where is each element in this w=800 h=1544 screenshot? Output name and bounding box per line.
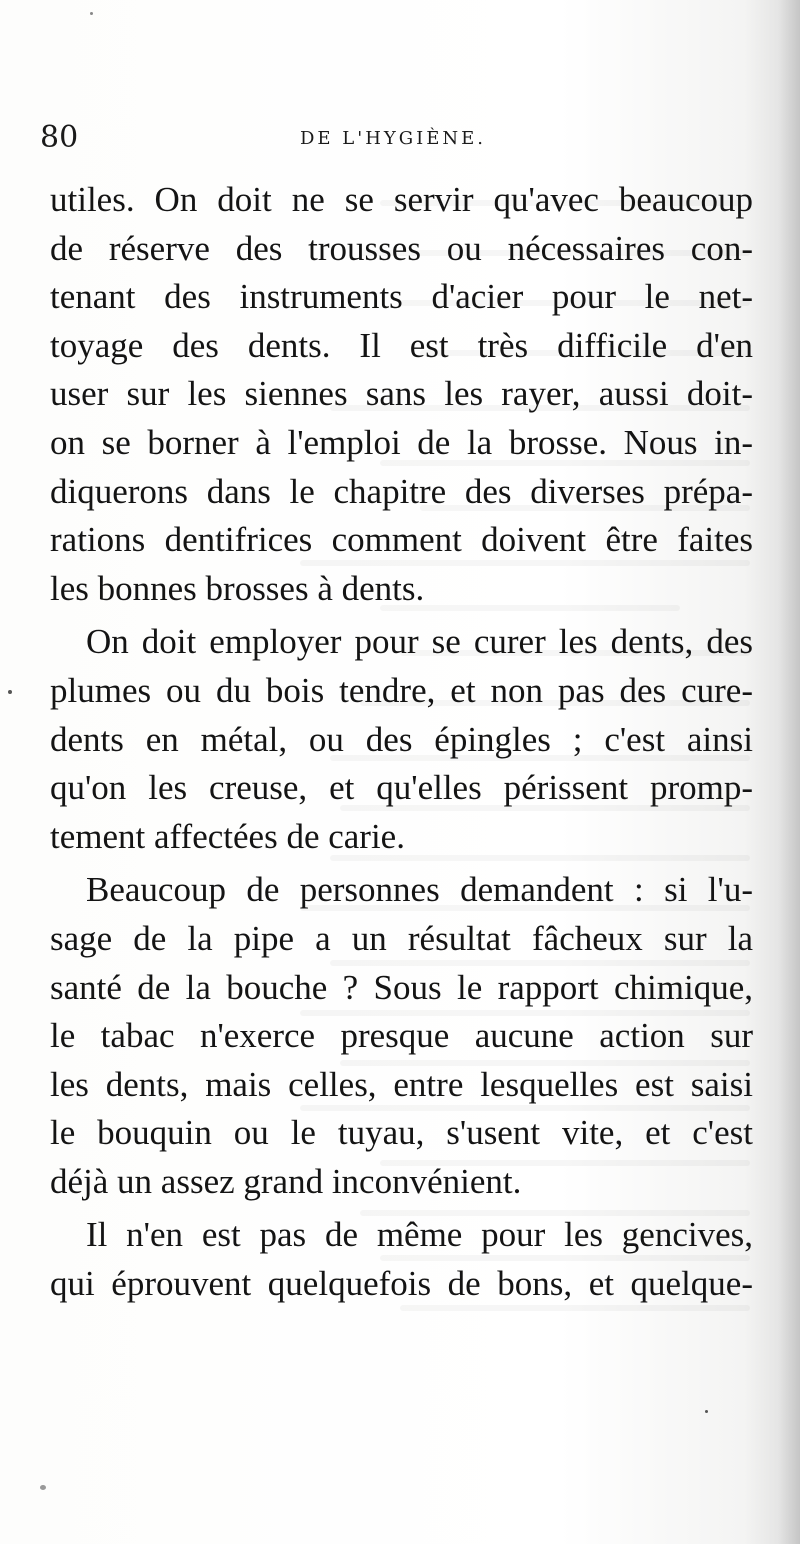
text-line: plumes ou du bois tendre, et non pas des cure-	[50, 670, 753, 710]
text-line: Beaucoup de personnes demandent : si l'u-	[86, 870, 753, 910]
running-head: DE L'HYGIÈNE.	[300, 128, 487, 149]
text-line: rations dentifrices comment doivent être faites	[50, 520, 753, 560]
page-number: 80	[40, 120, 79, 155]
text-line: de réserve des trousses ou nécessaires con-	[50, 228, 753, 268]
print-speck	[8, 690, 12, 694]
text-line: tenant des instruments d'acier pour le net-	[50, 277, 753, 317]
body-text	[50, 176, 753, 1309]
paragraph	[50, 866, 753, 1206]
text-line: déjà un assez grand inconvénient.	[50, 1161, 522, 1201]
text-line: les dents, mais celles, entre lesquelles est saisi	[50, 1064, 753, 1104]
print-speck	[705, 1410, 708, 1413]
text-line: on se borner à l'emploi de la brosse. Nous in-	[50, 422, 753, 462]
page-spine-shadow	[778, 0, 800, 1544]
text-line: toyage des dents. Il est très difficile d'en	[50, 325, 753, 365]
text-line: sage de la pipe a un résultat fâcheux sur la	[50, 918, 753, 958]
text-line: qu'on les creuse, et qu'elles périssent promp-	[50, 768, 753, 808]
text-line: dents en métal, ou des épingles ; c'est ainsi	[50, 719, 753, 759]
text-line: le tabac n'exerce presque aucune action sur	[50, 1016, 753, 1056]
text-line: tement affectées de carie.	[50, 816, 405, 856]
text-line: diquerons dans le chapitre des diverses prépa-	[50, 471, 753, 511]
text-line: les bonnes brosses à dents.	[50, 568, 425, 608]
text-line: user sur les siennes sans les rayer, aussi doit-	[50, 374, 753, 414]
paragraph	[50, 1211, 753, 1308]
paragraph	[50, 618, 753, 861]
text-line: le bouquin ou le tuyau, s'usent vite, et c'est	[50, 1113, 753, 1153]
print-speck	[40, 1485, 46, 1490]
page-header	[40, 118, 760, 158]
print-speck	[90, 12, 93, 15]
text-line: santé de la bouche ? Sous le rapport chimique,	[50, 967, 753, 1007]
text-line: Il n'en est pas de même pour les gencives,	[86, 1215, 753, 1255]
text-line: On doit employer pour se curer les dents, des	[86, 622, 753, 662]
text-line: qui éprouvent quelquefois de bons, et quelque-	[50, 1264, 753, 1304]
text-line: utiles. On doit ne se servir qu'avec beaucoup	[50, 180, 753, 219]
paragraph	[50, 176, 753, 613]
